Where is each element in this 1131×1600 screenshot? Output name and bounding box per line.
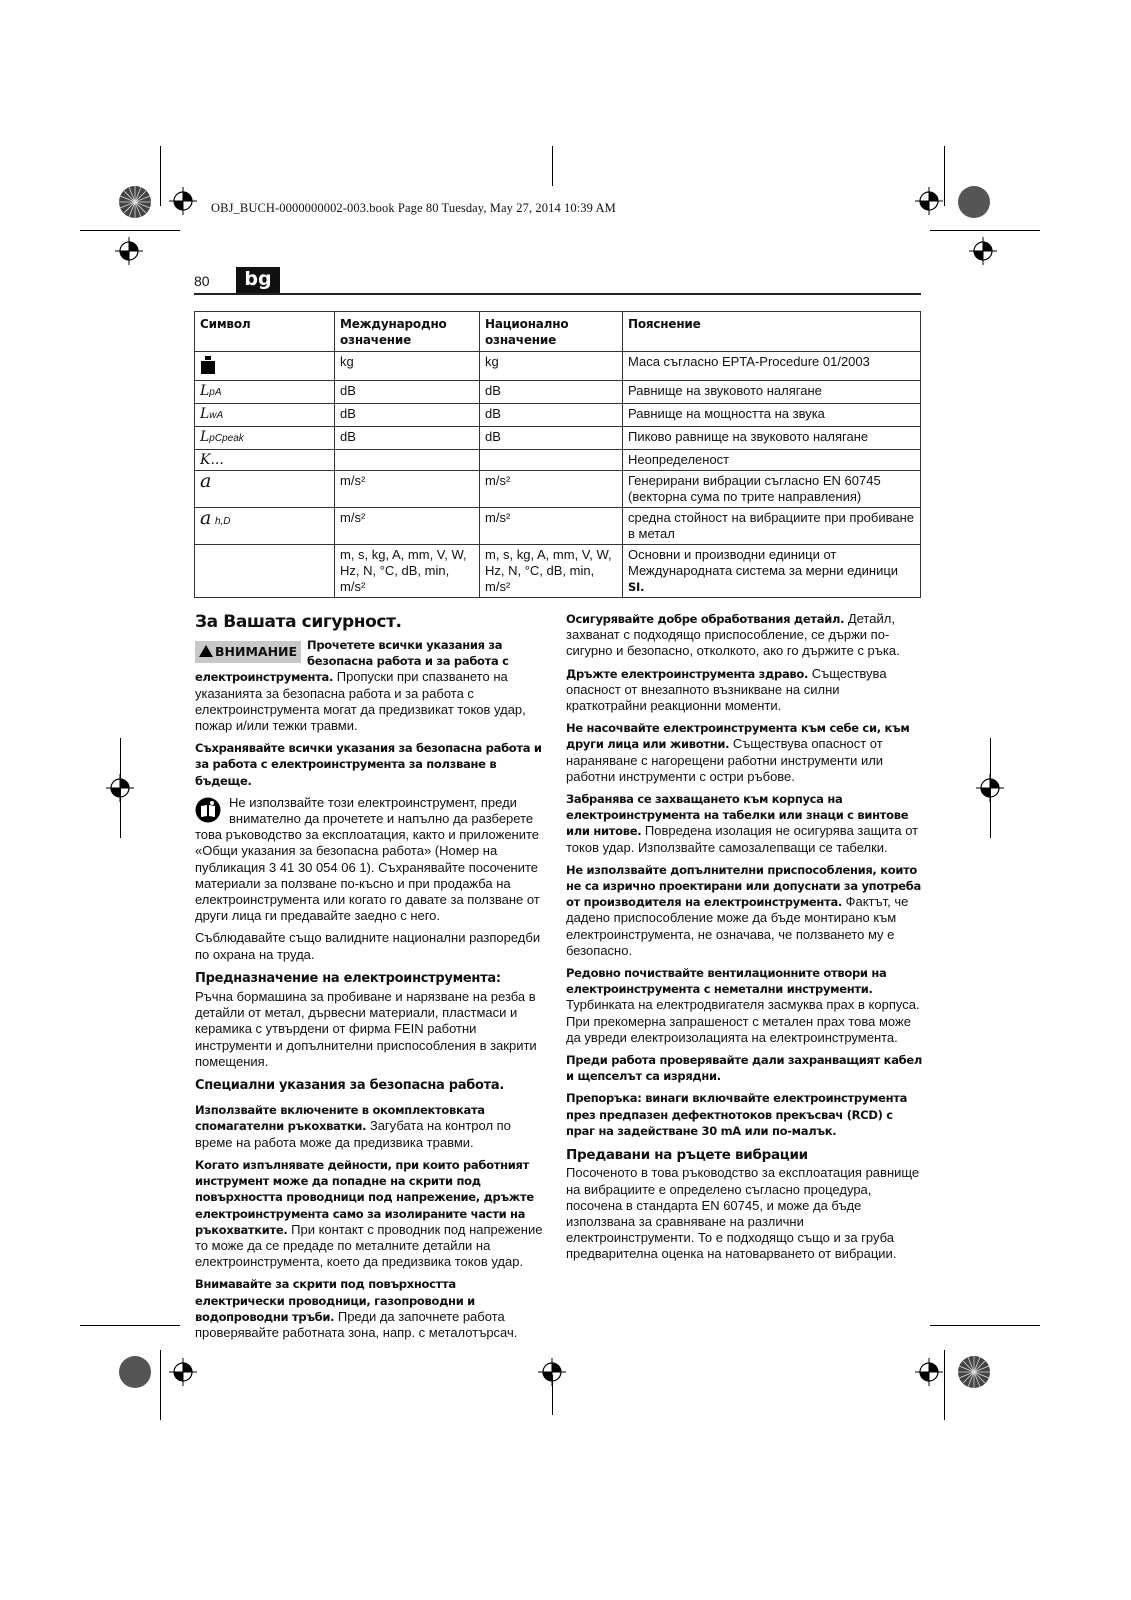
table-cell: Пиково равнище на звуковото налягане <box>623 427 921 450</box>
table-header-row <box>195 312 921 352</box>
safety-paragraph: Преди работа проверявайте дали захранващият кабел и щепселът са изрядни. <box>566 1053 923 1084</box>
table-row <box>195 545 921 598</box>
table-cell <box>480 450 623 471</box>
safety-paragraph: Внимавайте за скрити под повърхността електрически проводници, газопроводни и водопроводни тръби. Преди да започнете работа проверявайте работната зона, напр. с металотърсач. <box>195 1277 518 1340</box>
warning-triangle-icon <box>199 645 213 657</box>
special-heading: Специални указания за безопасна работа. <box>195 1078 504 1094</box>
color-target-icon <box>118 1355 152 1389</box>
print-header: OBJ_BUCH-0000000002-003.book Page 80 Tuesday, May 27, 2014 10:39 AM <box>211 201 616 215</box>
symbol-cell: LwA <box>195 404 335 427</box>
safety-paragraph: Не използвайте допълнителни приспособления, които не са изрично проектирани или допуснати за употреба от производителя на електроинструмента. Фактът, че дадено приспособление може да бъде монтирано към електроинструмента, не означава, че ползването му е безопасно. <box>566 862 921 958</box>
table-row <box>195 508 921 545</box>
table-cell: Маса съгласно EPTA-Procedure 01/2003 <box>623 352 921 381</box>
symbol-cell: LpA <box>195 381 335 404</box>
symbol-cell: a h,D <box>195 508 335 545</box>
weight-icon <box>200 356 216 374</box>
table-row <box>195 427 921 450</box>
table-cell: Равнище на звуковото налягане <box>623 381 921 404</box>
table-row <box>195 381 921 404</box>
table-row <box>195 352 921 381</box>
table-header-cell: Символ <box>195 312 335 352</box>
safety-paragraph: Забранява се захващането към корпуса на електроинструмента на табелки или знаци с винтове или нитове. Повредена изолация не осигурява защита от токов удар. Използвайте самозалепващи се табелки. <box>566 792 919 855</box>
read-manual-icon <box>195 797 221 823</box>
registration-mark-icon <box>976 774 1004 802</box>
table-cell: Неопределеност <box>623 450 921 471</box>
symbol-table <box>194 311 921 598</box>
keep-instructions: Съхранявайте всички указания за безопасна работа и за работа с електроинструмента за ползване в бъдеще. <box>195 741 542 788</box>
safety-paragraph: Дръжте електроинструмента здраво. Съществува опасност от внезапното възникване на силни краткотрайни реакционни моменти. <box>566 665 887 714</box>
registration-mark-icon <box>169 187 197 215</box>
header-rule <box>194 293 921 295</box>
symbol-cell: LpCpeak <box>195 427 335 450</box>
table-cell: Генерирани вибрации съгласно EN 60745 (векторна сума по трите направления) <box>623 471 921 508</box>
purpose-heading: Предназначение на електроинструмента: <box>195 970 501 986</box>
table-cell: m/s² <box>480 471 623 508</box>
language-badge: bg <box>236 267 280 293</box>
page-number: 80 <box>194 273 210 289</box>
table-header-cell: Пояснение <box>623 312 921 352</box>
section-heading: За Вашата сигурност. <box>195 612 402 632</box>
table-row <box>195 404 921 427</box>
table-cell: m, s, kg, A, mm, V, W, Hz, N, °C, dB, min, m/s² <box>480 545 623 598</box>
registration-mark-icon <box>115 237 143 265</box>
manual-notice: Не използвайте този електроинструмент, преди внимателно да прочетете и напълно да разберете това ръководство за експлоатация, както и приложените «Общи указания за безопасна работа» (Номер на публикация 3 41 30 054 06 1). Съхранявайте посочените материали за ползване по-късно и при продажба на електроинструмента или когато го давате за ползване от други лица ги предавайте заедно с него. <box>195 794 540 924</box>
table-cell: dB <box>480 404 623 427</box>
symbol-cell <box>195 545 335 598</box>
table-cell: Равнище на мощността на звука <box>623 404 921 427</box>
table-cell: dB <box>335 427 480 450</box>
symbol-cell <box>195 352 335 381</box>
safety-paragraph: Редовно почиствайте вентилационните отвори на електроинструмента с неметални инструменти. Турбинката на електродвигателя засмуква прах в корпуса. При прекомерна запрашеност с метален прах това може да увреди електроизолацията на електроинструмента. <box>566 966 920 1045</box>
purpose-text: Ръчна бормашина за пробиване и нарязване на резба в детайли от метал, дървесни материали, пластмаси и керамика с утвърдени от фирма FEIN работни инструменти и допълнителни приспособления в закрити помещения. <box>195 989 537 1069</box>
table-cell: kg <box>335 352 480 381</box>
table-cell: dB <box>480 427 623 450</box>
table-cell: средна стойност на вибрациите при пробиване в метал <box>623 508 921 545</box>
table-cell <box>335 450 480 471</box>
registration-mark-icon <box>538 1358 566 1386</box>
safety-paragraph: Използвайте включените в окомплектовката спомагателни ръкохватки. Загубата на контрол по време на работа може да предизвика травми. <box>195 1103 511 1150</box>
table-cell: Основни и производни единици от Международната система за мерни единици SI. <box>623 545 921 598</box>
safety-paragraph: Препоръка: винаги включвайте електроинструмента през предпазен дефектнотоков прекъсвач (RCD) с праг на задействане 30 mA или по-малък. <box>566 1091 908 1138</box>
table-cell: m/s² <box>335 508 480 545</box>
registration-mark-icon <box>915 187 943 215</box>
safety-paragraph: Когато изпълнявате дейности, при които работният инструмент може да попадне на скрити под повърхността проводници под напрежение, дръжте електроинструмента само за изолираните части на ръкохватките. При контакт с проводник под напрежение то може да се предаде по металните детайли на електроинструмента, което да предизвика токов удар. <box>195 1157 543 1270</box>
warning-badge: ВНИМАНИЕ <box>195 641 301 663</box>
symbol-cell: a <box>195 471 335 508</box>
vibration-heading: Предавани на ръцете вибрации <box>566 1147 808 1164</box>
table-header-cell: Национално означение <box>480 312 623 352</box>
registration-mark-icon <box>969 237 997 265</box>
vibration-text: Посоченото в това ръководство за експлоатация равнище на вибрациите е определено съгласно процедура, посочена в стандарта EN 60745, и може да бъде използвана за сравняване на различни електроинструменти. То е подходящо също и за груба предварителна оценка на натоварването от вибрации. <box>566 1165 920 1262</box>
regulations-text: Съблюдавайте също валидните национални разпоредби по охрана на труда. <box>195 930 541 962</box>
table-cell: kg <box>480 352 623 381</box>
safety-paragraph: Не насочвайте електроинструмента към себе си, към други лица или животни. Съществува опасност от нараняване с нагорещени работни инструменти или работни инструменти с остри ръбове. <box>566 721 910 784</box>
registration-mark-icon <box>169 1358 197 1386</box>
table-cell: dB <box>335 404 480 427</box>
table-cell: m/s² <box>480 508 623 545</box>
color-target-icon <box>957 1355 991 1389</box>
color-target-icon <box>118 185 152 219</box>
registration-mark-icon <box>106 774 134 802</box>
registration-mark-icon <box>915 1358 943 1386</box>
left-column <box>195 611 547 1347</box>
table-row <box>195 450 921 471</box>
warning-paragraph: ВНИМАНИЕ Прочетете всички указания за безопасна работа и за работа с електроинструмента. Пропуски при спазването на указанията за безопасна работа и за работа с електроинструмента могат да предизвикат токов удар, пожар и/или тежки травми. <box>195 638 526 734</box>
table-cell: m, s, kg, A, mm, V, W, Hz, N, °C, dB, min, m/s² <box>335 545 480 598</box>
symbol-cell: K... <box>195 450 335 471</box>
color-target-icon <box>957 185 991 219</box>
table-cell: m/s² <box>335 471 480 508</box>
table-row <box>195 471 921 508</box>
safety-paragraph: Осигурявайте добре обработвания детайл. Детайл, захванат с подходящо приспособление, се държи по-сигурно и безопасно, отколкото, ако го държите с ръка. <box>566 611 900 659</box>
table-cell: dB <box>480 381 623 404</box>
right-column <box>566 611 922 1269</box>
table-header-cell: Международно означение <box>335 312 480 352</box>
table-cell: dB <box>335 381 480 404</box>
